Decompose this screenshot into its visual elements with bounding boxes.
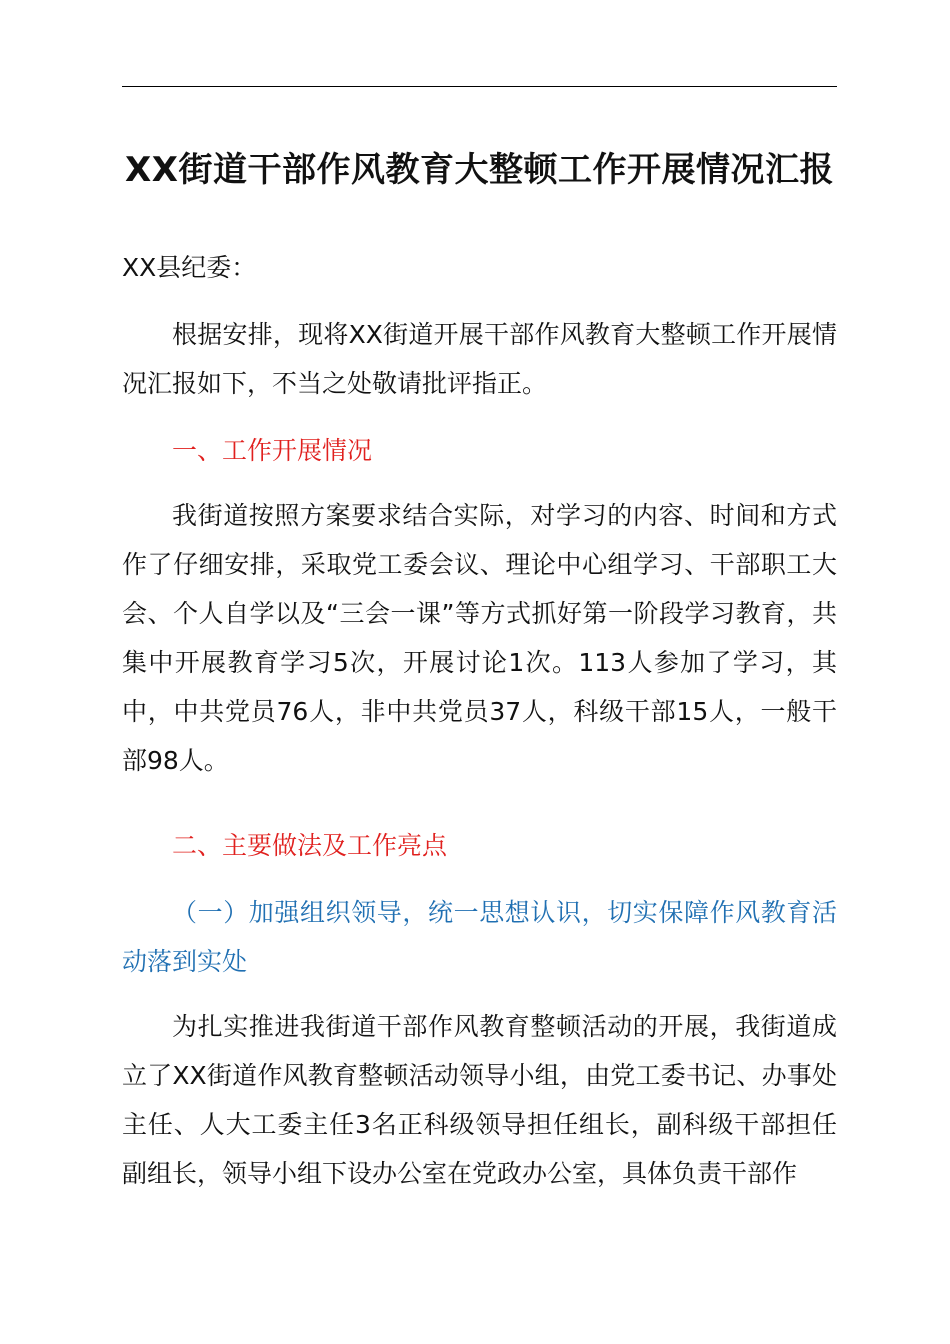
section-2-heading: 二、主要做法及工作亮点 [172, 831, 448, 860]
section-2-paragraph: 为扎实推进我街道干部作风教育整顿活动的开展，我街道成立了XX街道作风教育整顿活动领导小组，由党工委书记、办事处主任、人大工委主任3名正科级领导担任组长，副科级干部担任副组长，领导小组下设办公室在党政办公室，具体负责干部作 [122, 1012, 837, 1188]
section-1-heading: 一、工作开展情况 [172, 436, 373, 465]
document-title: XX街道干部作风教育大整顿工作开展情况汇报 [125, 150, 834, 190]
intro-paragraph: 根据安排，现将XX街道开展干部作风教育大整顿工作开展情况汇报如下，不当之处敬请批评指正。 [122, 320, 837, 398]
section-1-paragraph: 我街道按照方案要求结合实际，对学习的内容、时间和方式作了仔细安排，采取党工委会议、理论中心组学习、干部职工大会、个人自学以及“三会一课”等方式抓好第一阶段学习教育，共集中开展教育学习5次，开展讨论1次。113人参加了学习，其中，中共党员76人，非中共党员37人，科级干部15人，一般干部98人。 [122, 501, 837, 775]
salutation: XX县纪委： [122, 253, 257, 282]
document-body [122, 145, 837, 1198]
section-2-subheading: （一）加强组织领导，统一思想认识，切实保障作风教育活动落到实处 [122, 898, 837, 976]
header-rule [122, 86, 837, 87]
